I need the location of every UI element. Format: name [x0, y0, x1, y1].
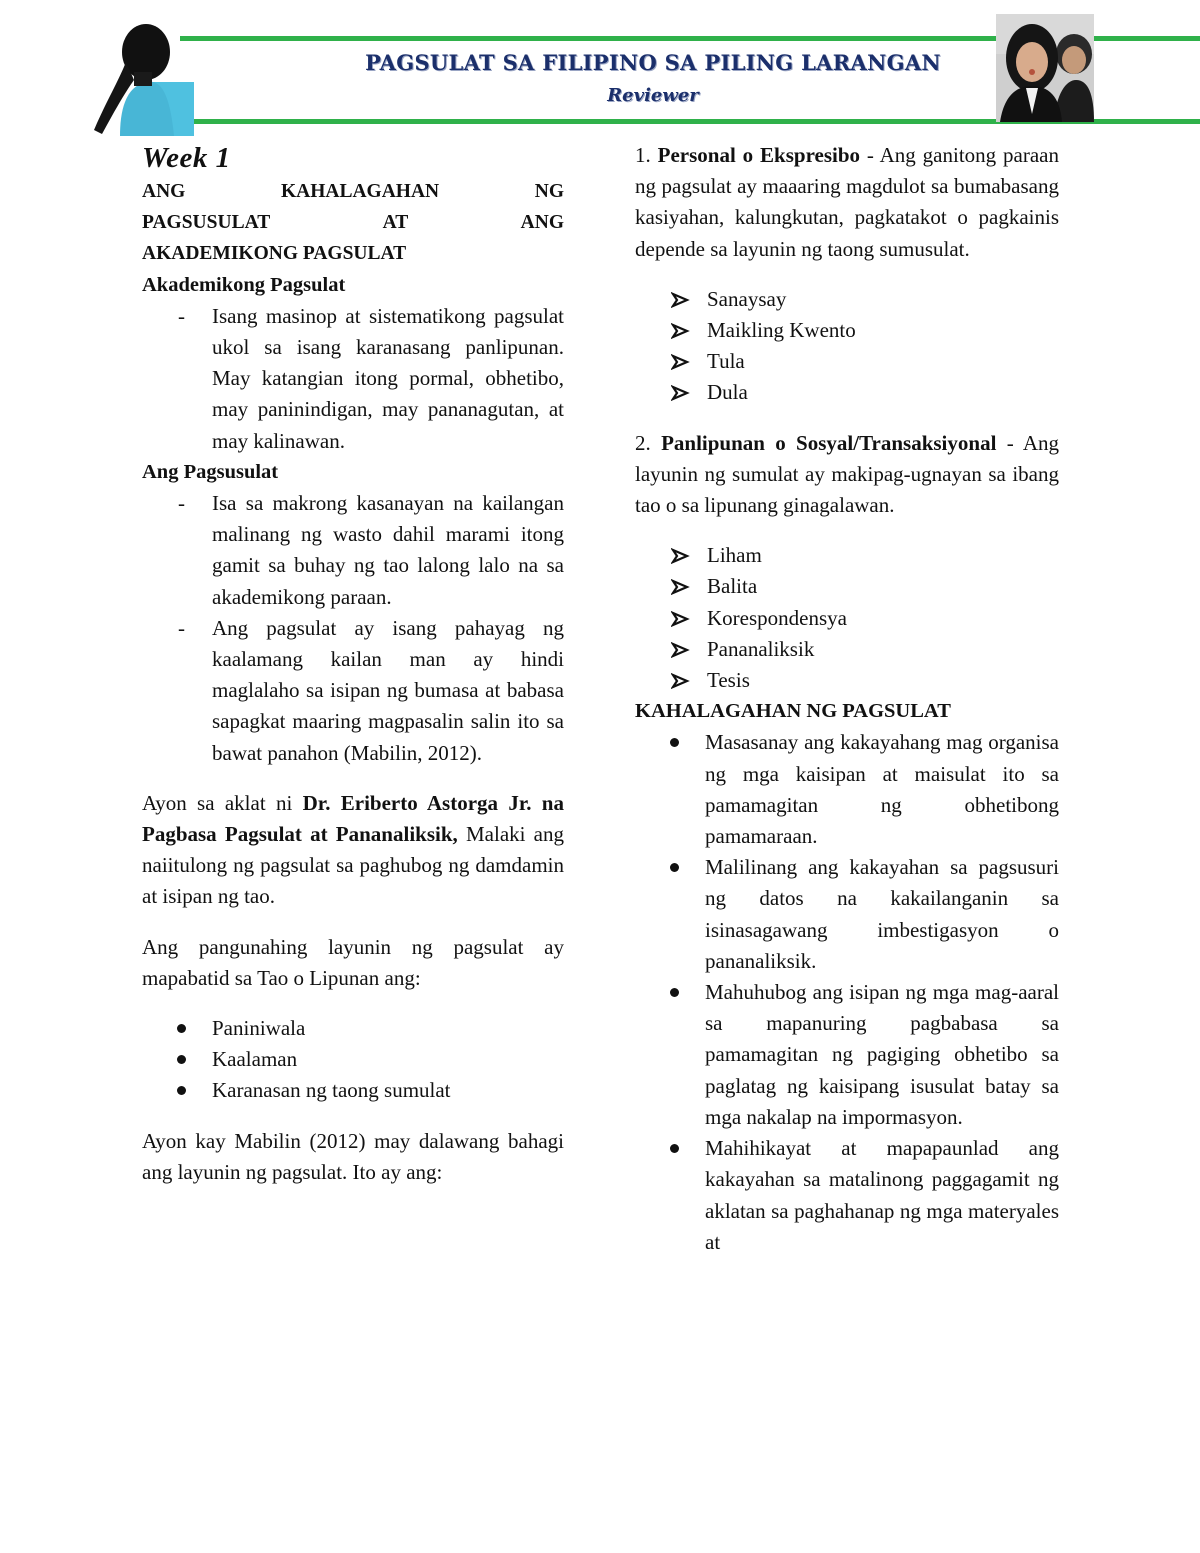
list-item: Korespondensya — [635, 603, 1059, 634]
bullet-icon — [177, 1024, 186, 1033]
main-heading-line: ANG KAHALAGAHAN NG — [142, 181, 564, 202]
list-item: Mahihikayat at mapapaunlad ang kakayahan sa matalinong paggagamit ng aklatan sa paghahanap ng mga materyales at — [635, 1133, 1059, 1258]
section-title-kahalagahan: KAHALAGAHAN NG PAGSULAT — [635, 700, 951, 723]
list-item: Kaalaman — [142, 1044, 564, 1075]
panlipunan-examples-list — [635, 540, 1059, 696]
left-column — [142, 140, 564, 1188]
list-item: Mahuhubog ang isipan ng mga mag-aaral sa mapanuring pagbabasa sa pamamagitan ng pagiging obhetibo sa paglatag ng kaisipang isusulat batay sa mga nakalap na impormasyon. — [635, 977, 1059, 1133]
arrow-bullet-icon — [671, 292, 691, 308]
paragraph-astorga: Ayon sa aklat ni Dr. Eriberto Astorga Jr. na Pagbasa Pagsulat at Pananaliksik, Malaki ang naiitulong ng pagsulat sa paghubog ng damdamin at isipan ng tao. — [142, 790, 564, 909]
main-heading-line: AKADEMIKONG PAGSULAT — [142, 243, 407, 265]
book-reference: Dr. Eriberto Astorga Jr. na Pagbasa Pagsulat at Pananaliksik, — [142, 790, 564, 847]
arrow-bullet-icon — [671, 579, 691, 595]
list-item: Paniniwala — [142, 1013, 564, 1044]
bullet-icon — [670, 738, 679, 747]
arrow-bullet-icon — [671, 642, 691, 658]
list-item: Pananaliksik — [635, 634, 1059, 665]
list-item: Tula — [635, 346, 1059, 377]
list-item: Dula — [635, 377, 1059, 408]
type-panlipunan-sosyal: 2. Panlipunan o Sosyal/Transaksiyonal - Ang layunin ng sumulat ay makipag-ugnayan sa ibang tao o sa lipunang ginagalawan. — [635, 430, 1060, 518]
arrow-bullet-icon — [671, 611, 691, 627]
section-title-akademikong-pagsulat: Akademikong Pagsulat — [142, 273, 346, 296]
paragraph-layunin: Ang pangunahing layunin ng pagsulat ay mapabatid sa Tao o Lipunan ang: — [142, 934, 564, 990]
ang-pagsusulat-list — [142, 488, 564, 769]
right-column — [635, 140, 1059, 1258]
list-item: - Ang pagsulat ay isang pahayag ng kaalamang kailan man ay hindi maglalaho sa isipan ng bumasa at babasa sapagkat maaring magpasalin salin ito sa bawat panahon (Mabilin, 2012). — [178, 615, 564, 765]
bullet-icon — [177, 1055, 186, 1064]
list-item: Liham — [635, 540, 1059, 571]
type-personal-ekspresibo: 1. Personal o Ekspresibo - Ang ganitong paraan ng pagsulat ay maaaring magdulot sa bumabasang kasiyahan, kalungkutan, pagkatakot o pagkainis depende sa layunin ng taong sumusulat. — [635, 143, 1060, 261]
list-item: - Isa sa makrong kasanayan na kailangan malinang ng wasto dahil marami itong gamit sa buhay ng tao lalong lalo na sa akademikong paraan. — [178, 491, 564, 609]
document-subtitle: Reviewer — [607, 85, 699, 106]
main-heading — [142, 176, 564, 270]
kahalagahan-list — [635, 727, 1059, 1257]
list-item: Sanaysay — [635, 284, 1059, 315]
list-item: Tesis — [635, 665, 1059, 696]
type-name: Personal o Ekspresibo — [657, 143, 861, 167]
document-title: PAGSULAT SA FILIPINO SA PILING LARANGAN — [365, 50, 941, 75]
arrow-bullet-icon — [671, 385, 691, 401]
akademikong-pagsulat-list — [142, 301, 564, 457]
student-silhouette-photo — [90, 22, 194, 136]
bullet-icon — [177, 1086, 186, 1095]
personal-examples-list — [635, 284, 1059, 409]
paragraph-mabilin: Ayon kay Mabilin (2012) may dalawang bahagi ang layunin ng pagsulat. Ito ay ang: — [142, 1128, 564, 1184]
section-title-ang-pagsusulat: Ang Pagsusulat — [142, 460, 279, 483]
list-item: Balita — [635, 571, 1059, 602]
bullet-icon — [670, 1144, 679, 1153]
arrow-bullet-icon — [671, 673, 691, 689]
type-name: Panlipunan o Sosyal/Transaksiyonal — [661, 430, 997, 455]
arrow-bullet-icon — [671, 323, 691, 339]
list-item: Karanasan ng taong sumulat — [142, 1075, 564, 1106]
main-heading-line: PAGSUSULAT AT ANG — [142, 212, 564, 234]
bullet-icon — [670, 863, 679, 872]
arrow-bullet-icon — [671, 354, 691, 370]
list-item: Maikling Kwento — [635, 315, 1059, 346]
list-item: Masasanay ang kakayahang mag organisa ng mga kaisipan at maisulat ito sa pamamagitan ng obhetibong pamamaraan. — [635, 727, 1059, 852]
arrow-bullet-icon — [671, 548, 691, 564]
list-item: Malilinang ang kakayahan sa pagsusuri ng datos na kakailanganin sa isinasagawang imbestigasyon o pananaliksik. — [635, 852, 1059, 977]
week-heading: Week 1 — [142, 142, 231, 174]
layunin-list — [142, 1013, 564, 1107]
bullet-icon — [670, 988, 679, 997]
list-item: - Isang masinop at sistematikong pagsulat ukol sa isang karanasang panlipunan. May katangian itong pormal, obhetibo, may paninindigan, may pananagutan, at may kalinawan. — [178, 303, 564, 453]
